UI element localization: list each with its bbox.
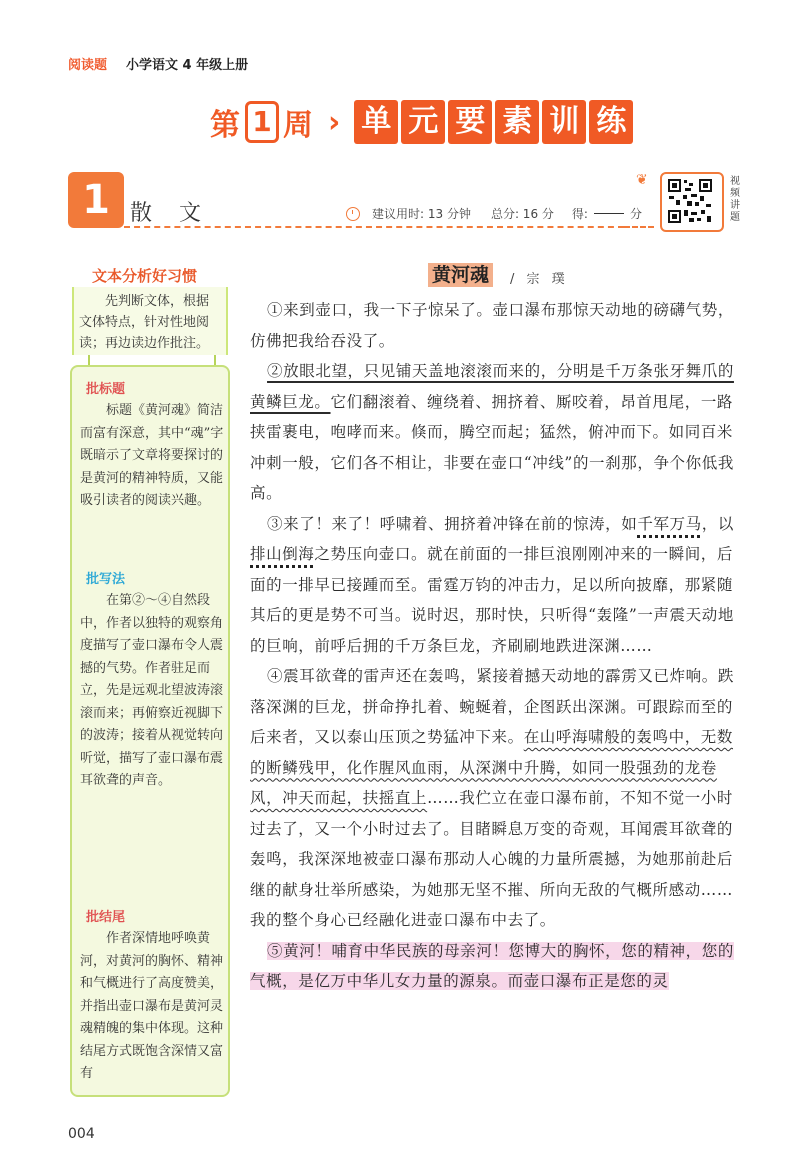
clock-icon (346, 207, 360, 221)
highlighted-sentence: ⑤黄河！哺育中华民族的母亲河！您博大的胸怀，您的精神，您的气概，是亿万中华儿女力量的源泉。而壶口瀑布正是您的灵 (250, 941, 734, 990)
score-unit: 分 (629, 207, 642, 221)
header-tag: 阅读题 (68, 58, 108, 73)
week-title-char: 素 (495, 100, 539, 144)
annotation-paragraph: 标题《黄河魂》简洁而富有深意，其中“魂”字既暗示了文章将要探讨的是黄河的精神特质，又能吸引读者的阅读兴趣。 (80, 403, 224, 508)
sidebar-connector (88, 355, 216, 365)
week-banner (210, 98, 636, 146)
paragraph-text: ……我伫立在壶口瀑布前，不知不觉一小时过去了，又一个小时过去了。目睹瞬息万变的奇观，耳闻震耳欲聋的轰鸣，我深深地被壶口瀑布那动人心魄的力量所震撼，为她那前赴后继的献身壮举所感染，为她那无坚不摧、所向无敌的气概所感动……我的整个身心已经融化进壶口瀑布中去了。 (250, 789, 734, 929)
total-score: 总分: 16 分 (490, 207, 554, 221)
annotation-heading: 批写法 (86, 572, 126, 587)
week-suffix: 周 (283, 108, 314, 143)
week-title-char: 要 (448, 100, 492, 144)
section-number: 1 (68, 172, 124, 228)
annotation-text (80, 928, 226, 1086)
annotation-text (80, 400, 226, 513)
paragraph-text: 之势压向壶口。就在前面的一排巨浪刚刚冲来的一瞬间，后面的一排早已接踵而至。雷霆万钧的冲击力，足以所向披靡，那紧随其后的更是势不可当。说时迟，那时快，只听得“轰隆”一声震天动地的巨响，前呼后拥的千万条巨龙，齐刷刷地跌进深渊…… (250, 545, 734, 655)
qr-code-icon (667, 178, 713, 224)
paragraph-text: ④震耳欲聋的雷声还在轰鸣，紧接着撼天动地的霹雳又已炸响。跌落深渊的巨龙，拼命挣扎着、蜿蜒着，企图跃出深渊。可跟踪而至的后来者，又以泰山压顶之势猛冲下来。 (250, 667, 734, 746)
paragraph-text: ，以 (701, 514, 734, 533)
page-number: 004 (68, 1126, 95, 1142)
week-title-char: 单 (354, 100, 398, 144)
paragraph-5 (250, 936, 743, 997)
video-explanation-label[interactable]: 视频讲题 (730, 176, 740, 223)
score-label: 得: (571, 207, 588, 221)
suggested-time: 建议用时: 13 分钟 (372, 207, 471, 221)
annotation-heading: 批结尾 (86, 910, 126, 925)
week-title-char: 练 (589, 100, 633, 144)
paragraph-text: 它们翻滚着、缠绕着、拥挤着、厮咬着，昂首甩尾，一路挟雷裹电，咆哮而来。倏而，腾空而起；猛然，俯冲而下。如同百米冲刺一般，它们各不相让，非要在壶口“冲线”的一刹那，争个你低我高。 (250, 392, 734, 502)
dotted-phrase: 千军万马 (637, 514, 702, 533)
section-divider (124, 226, 624, 228)
annotation-heading: 批标题 (86, 382, 126, 397)
sidebar-intro-text: 先判断文体，根据文体特点，针对性地阅读；再边读边作批注。 (79, 294, 210, 351)
dotted-phrase: 排山倒海 (250, 545, 315, 563)
article-author: / 宗 璞 (510, 272, 569, 287)
annotation-text (80, 590, 226, 793)
sprout-icon: ❦ (636, 172, 648, 188)
section-title: 散 文 (130, 201, 211, 226)
week-title-char: 元 (401, 100, 445, 144)
annotation-paragraph: 在第②～④自然段中，作者以独特的观察角度描写了壶口瀑布令人震撼的气势。作者驻足而立，先是远观北望波涛滚滚而来；再俯察近视脚下的波涛；接着从视觉转向听觉，描写了壶口瀑布震耳欲聋的声音。 (80, 593, 224, 788)
section-divider (624, 226, 654, 228)
paragraph-3 (250, 509, 743, 662)
underlined-sentence: ②放眼北望，只见铺天盖地滚滚而来的，分明是千万条张牙舞爪的黄鳞巨龙。 (250, 362, 734, 411)
paragraph-1: ①来到壶口，我一下子惊呆了。壶口瀑布那惊天动地的磅礴气势，仿佛把我给吞没了。 (250, 301, 734, 350)
article-title: 黄河魂 (428, 263, 493, 287)
exercise-meta (346, 205, 642, 222)
paragraph-4 (250, 661, 743, 936)
paragraph-text: ③来了！来了！呼啸着、拥挤着冲锋在前的惊涛，如 (267, 514, 638, 533)
week-prefix: 第 (210, 108, 241, 143)
article-body (250, 295, 743, 997)
paragraph-2 (250, 356, 743, 509)
week-number: 1 (245, 101, 279, 143)
chevron-right-icon: › (328, 104, 341, 140)
score-blank[interactable] (594, 213, 624, 214)
qr-code[interactable] (660, 172, 724, 232)
sidebar-title: 文本分析好习惯 (92, 267, 198, 285)
header-book-title: 小学语文 4 年级上册 (126, 58, 249, 73)
annotation-paragraph: 作者深情地呼唤黄河，对黄河的胸怀、精神和气概进行了高度赞美，并指出壶口瀑布是黄河灵魂精魄的集中体现。这种结尾方式既饱含深情又富有 (80, 931, 224, 1081)
week-title-char: 训 (542, 100, 586, 144)
wavy-underlined-sentence: 在山呼海啸般的轰鸣中，无数的断鳞残甲，化作腥风血雨，从深渊中升腾，如同一股强劲的龙卷风，冲天而起，扶摇直上 (250, 728, 734, 807)
sidebar-intro (72, 287, 228, 355)
